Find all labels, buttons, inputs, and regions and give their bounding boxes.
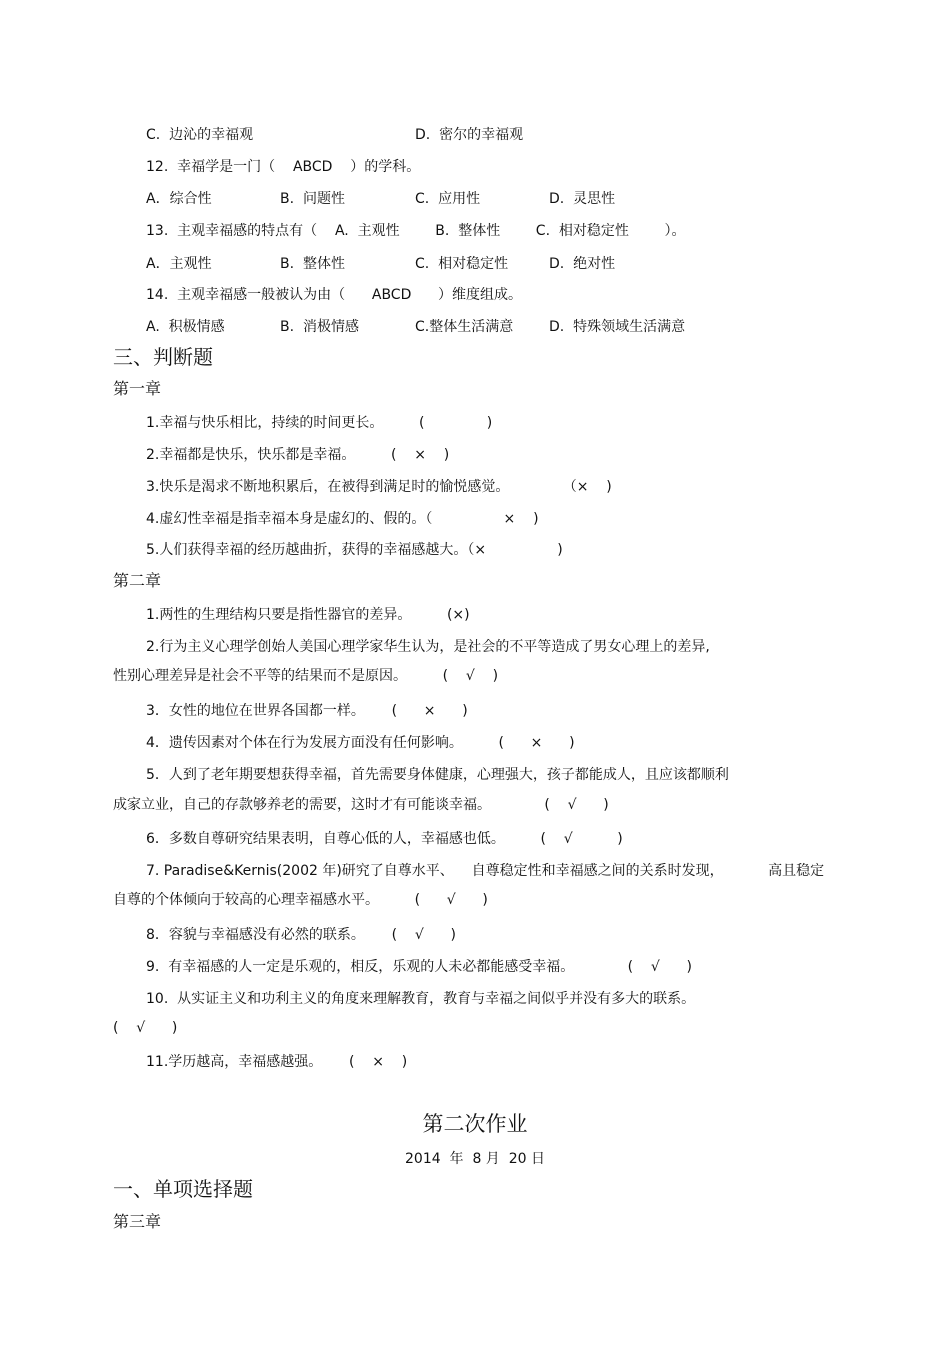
q12-option-b: B. 问题性 bbox=[280, 191, 345, 207]
chapter1-item-5: 5.人们获得幸福的经历越曲折，获得的幸福感越大。（× ) bbox=[146, 542, 563, 558]
chapter2-item-2-line2: 性别心理差异是社会不平等的结果而不是原因。 ( √ ) bbox=[113, 668, 499, 684]
chapter2-item-10-line1: 10. 从实证主义和功利主义的角度来理解教育，教育与幸福之间似乎并没有多大的联系。 bbox=[146, 991, 696, 1007]
chapter-3-heading: 第三章 bbox=[113, 1212, 162, 1231]
chapter2-item-4: 4．遗传因素对个体在行为发展方面没有任何影响。 ( × ) bbox=[146, 735, 575, 751]
q11-option-d: D. 密尔的幸福观 bbox=[415, 127, 524, 143]
homework-2-date: 2014 年 8 月 20 日 bbox=[405, 1151, 545, 1167]
chapter1-item-2: 2.幸福都是快乐，快乐都是幸福。 ( × ) bbox=[146, 447, 450, 463]
q13-option-d: D. 绝对性 bbox=[549, 256, 616, 272]
q12-stem: 12. 幸福学是一门（ ABCD ）的学科。 bbox=[146, 159, 421, 175]
q12-option-d: D. 灵思性 bbox=[549, 191, 616, 207]
q13-option-c: C. 相对稳定性 bbox=[415, 256, 509, 272]
chapter-2-heading: 第二章 bbox=[113, 571, 162, 590]
q14-option-c: C.整体生活满意 bbox=[415, 319, 514, 335]
q14-stem: 14. 主观幸福感一般被认为由（ ABCD ）维度组成。 bbox=[146, 287, 523, 303]
homework-2-title: 第二次作业 bbox=[422, 1112, 528, 1136]
chapter1-item-1: 1.幸福与快乐相比，持续的时间更长。 ( ) bbox=[146, 415, 493, 431]
chapter1-item-4: 4.虚幻性幸福是指幸福本身是虚幻的、假的。（ × ) bbox=[146, 511, 539, 527]
chapter2-item-9: 9. 有幸福感的人一定是乐观的，相反，乐观的人未必都能感受幸福。 ( √ ) bbox=[146, 959, 693, 975]
chapter2-item-1: 1.两性的生理结构只要是指性器官的差异。 (×) bbox=[146, 607, 470, 623]
chapter2-item-10-line2: ( √ ) bbox=[113, 1020, 178, 1036]
chapter2-item-7-line1: 7. Paradise&Kernis(2002 年)研究了自尊水平、 自尊稳定性和幸福感之间的关系时发现， 高且稳定 bbox=[146, 863, 825, 879]
chapter-1-heading: 第一章 bbox=[113, 379, 162, 398]
chapter2-item-5-line2: 成家立业，自己的存款够养老的需要，这时才有可能谈幸福。 ( √ ) bbox=[113, 797, 609, 813]
q13-stem: 13. 主观幸福感的特点有（ A. 主观性 B. 整体性 C. 相对稳定性 ）。 bbox=[146, 223, 686, 239]
section-heading-judgment: 三、判断题 bbox=[113, 345, 213, 369]
q14-option-b: B. 消极情感 bbox=[280, 319, 359, 335]
chapter2-item-5-line1: 5．人到了老年期要想获得幸福，首先需要身体健康，心理强大，孩子都能成人，且应该都顺利 bbox=[146, 767, 729, 783]
section-heading-single-choice: 一、单项选择题 bbox=[113, 1177, 253, 1201]
q14-option-d: D. 特殊领域生活满意 bbox=[549, 319, 686, 335]
q11-option-c: C. 边沁的幸福观 bbox=[146, 127, 254, 143]
q14-option-a: A. 积极情感 bbox=[146, 319, 225, 335]
q12-option-c: C. 应用性 bbox=[415, 191, 481, 207]
chapter2-item-11: 11.学历越高，幸福感越强。 ( × ) bbox=[146, 1054, 408, 1070]
chapter2-item-8: 8．容貌与幸福感没有必然的联系。 ( √ ) bbox=[146, 927, 456, 943]
chapter2-item-6: 6．多数自尊研究结果表明，自尊心低的人，幸福感也低。 ( √ ) bbox=[146, 831, 623, 847]
chapter2-item-3: 3．女性的地位在世界各国都一样。 ( × ) bbox=[146, 703, 468, 719]
chapter2-item-7-line2: 自尊的个体倾向于较高的心理幸福感水平。 ( √ ) bbox=[113, 892, 488, 908]
q13-option-b: B. 整体性 bbox=[280, 256, 345, 272]
chapter1-item-3: 3.快乐是渴求不断地积累后，在被得到满足时的愉悦感觉。 （× ) bbox=[146, 479, 612, 495]
q12-option-a: A．综合性 bbox=[146, 191, 212, 207]
q13-option-a: A．主观性 bbox=[146, 256, 212, 272]
chapter2-item-2-line1: 2.行为主义心理学创始人美国心理学家华生认为，是社会的不平等造成了男女心理上的差异, bbox=[146, 639, 710, 655]
